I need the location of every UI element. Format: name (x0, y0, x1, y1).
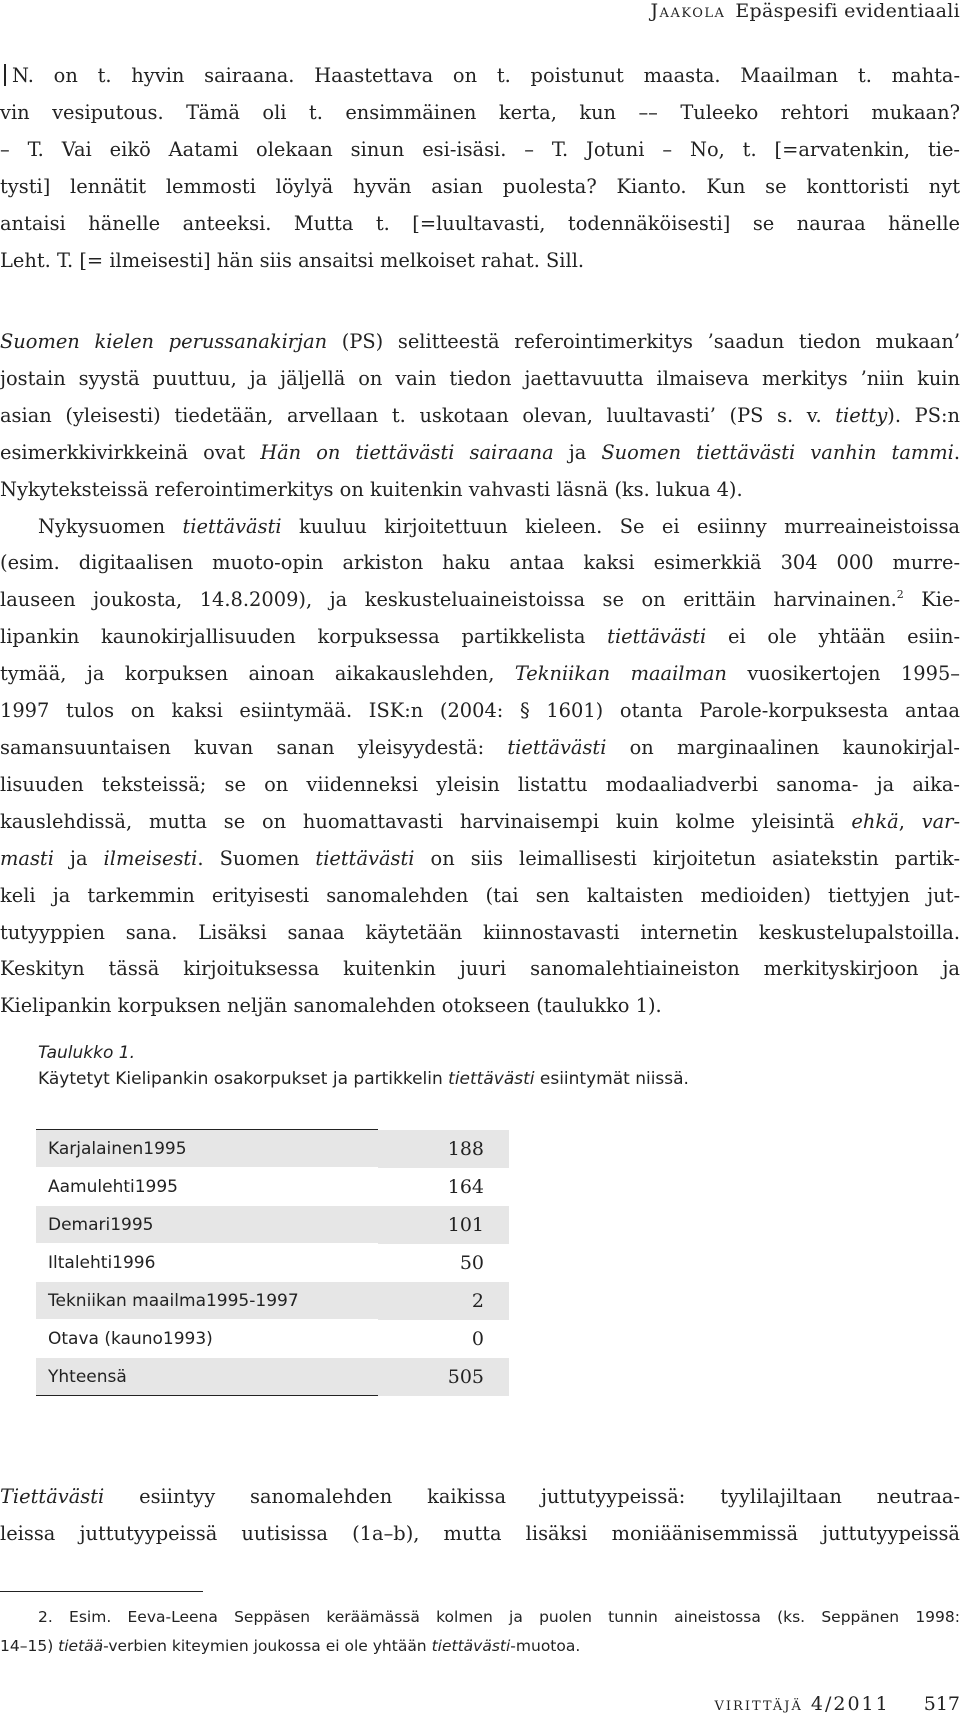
example-line: Leht. T. [= ilmeisesti] hän siis ansaitsi melkoiset rahat. Sill. (0, 248, 585, 272)
table-row (36, 1320, 509, 1358)
closing-line: leissa juttutyypeissä uutisissa (1a–b), mutta lisäksi moniäänisemmissä juttutyypeissä (0, 1521, 960, 1545)
count-cell: 505 (378, 1358, 509, 1396)
running-header (650, 0, 960, 30)
paragraph-line: Nykyteksteissä referointimerkitys on kuitenkin vahvasti läsnä (ks. lukua 4). (0, 477, 743, 501)
corpus-name-cell: Yhteensä (36, 1358, 378, 1396)
table-caption-label: Taulukko 1. (38, 1043, 136, 1063)
table-row (36, 1206, 509, 1244)
example-line: antaisi hänelle anteeksi. Mutta t. [=luultavasti, todennäköisesti] se nauraa hänelle (0, 211, 960, 235)
example-line: vin vesiputous. Tämä oli t. ensimmäinen kerta, kun –– Tuleeko rehtori mukaan? (0, 100, 960, 124)
corpus-table (36, 1129, 509, 1396)
paragraph-line: masti ja ilmeisesti. Suomen tiettävästi on siis leimallisesti kirjoitetun asiatekstin partik- (0, 846, 960, 870)
example-line: – T. Vai eikö Aatami olekaan sinun esi-isäsi. – T. Jotuni – No, t. [=arvatenkin, tie- (0, 137, 960, 161)
header-title: Epäspesifi evidentiaali (735, 0, 960, 22)
count-cell: 164 (447, 1175, 484, 1198)
paragraph-line: Keskityn tässä kirjoituksessa kuitenkin juuri sanomalehtiaineiston merkityskirjoon ja (0, 957, 960, 981)
paragraph-line: kauslehdissä, mutta se on huomattavasti harvinaisempi kuin kolme yleisintä ehkä, var- (0, 809, 960, 833)
closing-text (0, 1479, 960, 1553)
paragraph-line: esimerkkivirkkeinä ovat Hän on tiettävästi sairaana ja Suomen tiettävästi vanhin tammi. (0, 440, 960, 464)
corpus-name-cell: Otava (kauno1993) (36, 1320, 378, 1358)
table-row (36, 1282, 509, 1320)
paragraph-line: tutyyppien sana. Lisäksi sanaa käytetään kiinnostavasti internetin keskustelupalstoilla. (0, 920, 960, 944)
table-row (36, 1244, 509, 1282)
paragraph-line: Kielipankin korpuksen neljän sanomalehden otokseen (taulukko 1). (0, 994, 662, 1018)
table-row (36, 1168, 509, 1206)
corpus-name-cell: Tekniikan maailma1995-1997 (36, 1282, 378, 1320)
paragraph-line: keli ja tarkemmin erityisesti sanomalehden (tai sen kaltaisten medioiden) tiettyjen jut- (0, 883, 960, 907)
example-line: tysti] lennätit lemmosti löylyä hyvän asian puolesta? Kianto. Kun se konttoristi nyt (0, 174, 960, 198)
paragraph-line: lauseen joukosta, 14.8.2009), ja keskusteluaineistoissa se on erittäin harvinainen.$^2$ Kie- (0, 588, 960, 612)
table-caption-text: Käytetyt Kielipankin osakorpukset ja partikkelin tiettävästi esiintymät niissä. (38, 1069, 689, 1089)
corpus-name-cell: Aamulehti1995 (36, 1168, 378, 1206)
paragraph-line: tymää, ja korpuksen ainoan aikakauslehden, Tekniikan maailman vuosikertojen 1995– (0, 662, 960, 686)
paragraph-line: Suomen kielen perussanakirjan (PS) selitteestä referointimerkitys ’saadun tiedon mukaan’ (0, 330, 960, 353)
count-cell: 2 (378, 1282, 509, 1320)
paragraph-line: (esim. digitaalisen muoto-opin arkiston haku antaa kaksi esimerkkiä 304 000 murre- (0, 551, 960, 575)
closing-line: Tiettävästi esiintyy sanomalehden kaikissa juttutyypeissä: tyylilajiltaan neutraa- (0, 1485, 960, 1508)
table-row (36, 1130, 509, 1168)
count-cell: 188 (378, 1130, 509, 1168)
footnote-line: 14–15) tietää-verbien kiteymien joukossa ei ole yhtään tiettävästi-muotoa. (0, 1637, 581, 1655)
example-line: N. on t. hyvin sairaana. Haastettava on t. poistunut maasta. Maailman t. mahta- (0, 58, 960, 95)
paragraph-line: samansuuntaisen kuvan sanan yleisyydestä: tiettävästi on marginaalinen kaunokirjal- (0, 735, 960, 759)
body-text (0, 324, 960, 1025)
corpus-name-cell: Iltalehti1996 (36, 1244, 378, 1282)
table-caption (38, 1040, 689, 1092)
paragraph-line: lipankin kaunokirjallisuuden korpuksessa partikkelista tiettävästi ei ole yhtään esiin- (0, 625, 960, 649)
page-number: 517 (923, 1693, 960, 1715)
footnote (0, 1603, 960, 1661)
footnote-line: 2. Esim. Eeva-Leena Seppäsen keräämässä kolmen ja puolen tunnin aineistossa (ks. Seppänen 1998: (38, 1608, 960, 1626)
corpus-name-cell: Karjalainen1995 (36, 1130, 378, 1168)
count-cell: 50 (459, 1251, 484, 1274)
paragraph-line: Nykysuomen tiettävästi kuuluu kirjoitettuun kieleen. Se ei esiinny murreaineistoissa (38, 514, 960, 538)
corpus-name-cell: Demari1995 (36, 1206, 378, 1244)
footnote-divider (0, 1591, 203, 1592)
paragraph-line: lisuuden teksteissä; se on viidenneksi yleisin listattu modaaliadverbi sanoma- ja aika- (0, 772, 960, 796)
header-author: Jaakola (650, 0, 726, 22)
count-cell: 0 (471, 1327, 484, 1350)
count-cell: 101 (378, 1206, 509, 1244)
paragraph-line: jostain syystä puuttuu, ja jäljellä on vain tiedon jaettavuutta ilmaiseva merkitys ’niin kuin (0, 366, 960, 390)
table-row (36, 1358, 509, 1396)
example-block (0, 58, 960, 279)
paragraph-line: 1997 tulos on kaksi esiintymää. ISK:n (2004: § 1601) otanta Parole-korpuksesta antaa (0, 699, 960, 723)
journal-name: virittäjä 4/2011 (714, 1693, 890, 1715)
paragraph-line: asian (yleisesti) tiedetään, arvellaan t. uskotaan olevan, luultavasti’ (PS s. v. tietty). PS:n (0, 403, 960, 427)
page-footer (715, 1693, 960, 1715)
